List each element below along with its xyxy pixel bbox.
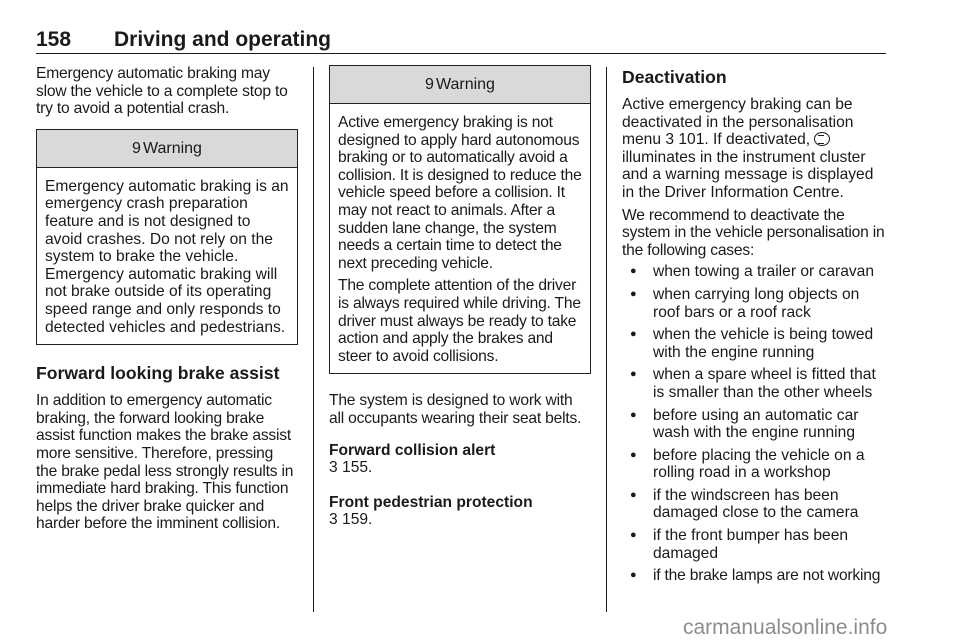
- warning-header: [37, 130, 297, 168]
- cross-reference: [329, 442, 591, 477]
- reference-title: Forward collision alert: [329, 441, 496, 459]
- list-item: ● before using an automatic car wash with the engine running: [622, 407, 888, 442]
- deactivation-paragraph: Active emergency braking can be deactivated in the personalisation menu 3 101. If deactivated, illuminates in the instrument cluster and a warning message is displayed in the Driver Information Centre.: [622, 96, 874, 201]
- list-item: ● if the front bumper has been damaged: [622, 527, 888, 562]
- column-1: [36, 65, 298, 533]
- section-heading: Deactivation: [622, 67, 727, 87]
- intro-paragraph: Emergency automatic braking may slow the vehicle to a complete stop to try to avoid a potential crash.: [36, 65, 288, 118]
- column-divider-right: [606, 67, 607, 612]
- chapter-title: Driving and operating: [114, 28, 332, 51]
- list-item: ● when towing a trailer or caravan: [622, 263, 888, 281]
- warning-text: The complete attention of the driver is always required while driving. The driver must always be ready to take action and apply the brakes and steer to avoid collisions.: [338, 277, 581, 365]
- cross-reference: [329, 494, 591, 529]
- warning-icon: 9: [425, 76, 434, 93]
- recommendation-paragraph: We recommend to deactivate the system in the vehicle personalisation in the following cases:: [622, 206, 885, 259]
- reference-title: Front pedestrian protection: [329, 493, 533, 511]
- column-2: [329, 65, 591, 529]
- arrow-icon: 3: [329, 459, 338, 477]
- list-item: ● when carrying long objects on roof bars or a roof rack: [622, 286, 888, 321]
- watermark: carmanualsonline.info: [683, 616, 888, 639]
- list-item: ● before placing the vehicle on a rolling road in a workshop: [622, 447, 888, 482]
- emergency-braking-off-icon: [814, 132, 830, 146]
- warning-box: [329, 65, 591, 374]
- reference-page: 3 159.: [329, 511, 373, 529]
- list-item: ● if the windscreen has been damaged close to the camera: [622, 487, 888, 522]
- list-item: ● if the brake lamps are not working: [622, 567, 888, 585]
- warning-header: [330, 66, 590, 104]
- body-paragraph: The system is designed to work with all occupants wearing their seat belts.: [329, 392, 582, 427]
- warning-text: Active emergency braking is not designed to apply hard autonomous braking or to automatically avoid a collision. It is designed to reduce the vehicle speed before a collision. It may not react to animals. After a sudden lane change, the system needs a certain time to detect the next preceding vehicle.: [338, 114, 582, 272]
- warning-icon: 9: [132, 139, 141, 157]
- warning-text: Emergency automatic braking is an emergency crash preparation feature and is not designed to avoid crashes. Do not rely on the system to brake the vehicle. Emergency automatic braking will not brake outside of its operating speed range and only responds to detected vehicles and pedestrians.: [45, 177, 289, 336]
- section-paragraph: In addition to emergency automatic braking, the forward looking brake assist function makes the brake assist more sensitive. Therefore, pressing the brake pedal less strongly results in immediate hard braking. This function helps the driver brake quicker and harder before the imminent collision.: [36, 392, 294, 533]
- column-divider-left: [313, 67, 314, 612]
- header-rule: [36, 53, 886, 54]
- page-header: [36, 28, 886, 52]
- warning-body: [37, 168, 297, 344]
- warning-body: [330, 104, 590, 373]
- arrow-icon: 3: [329, 511, 338, 529]
- warning-box: [36, 129, 298, 345]
- warning-title: Warning: [435, 76, 495, 93]
- column-3: [622, 65, 888, 590]
- case-list: [622, 263, 888, 585]
- section-heading: Forward looking brake assist: [36, 363, 280, 384]
- warning-title: Warning: [142, 139, 202, 157]
- reference-page: 3 155.: [329, 459, 373, 477]
- arrow-icon: 3: [665, 131, 675, 149]
- list-item: ● when the vehicle is being towed with the engine running: [622, 326, 888, 361]
- page-number: 158: [36, 28, 72, 51]
- list-item: ● when a spare wheel is fitted that is smaller than the other wheels: [622, 366, 888, 401]
